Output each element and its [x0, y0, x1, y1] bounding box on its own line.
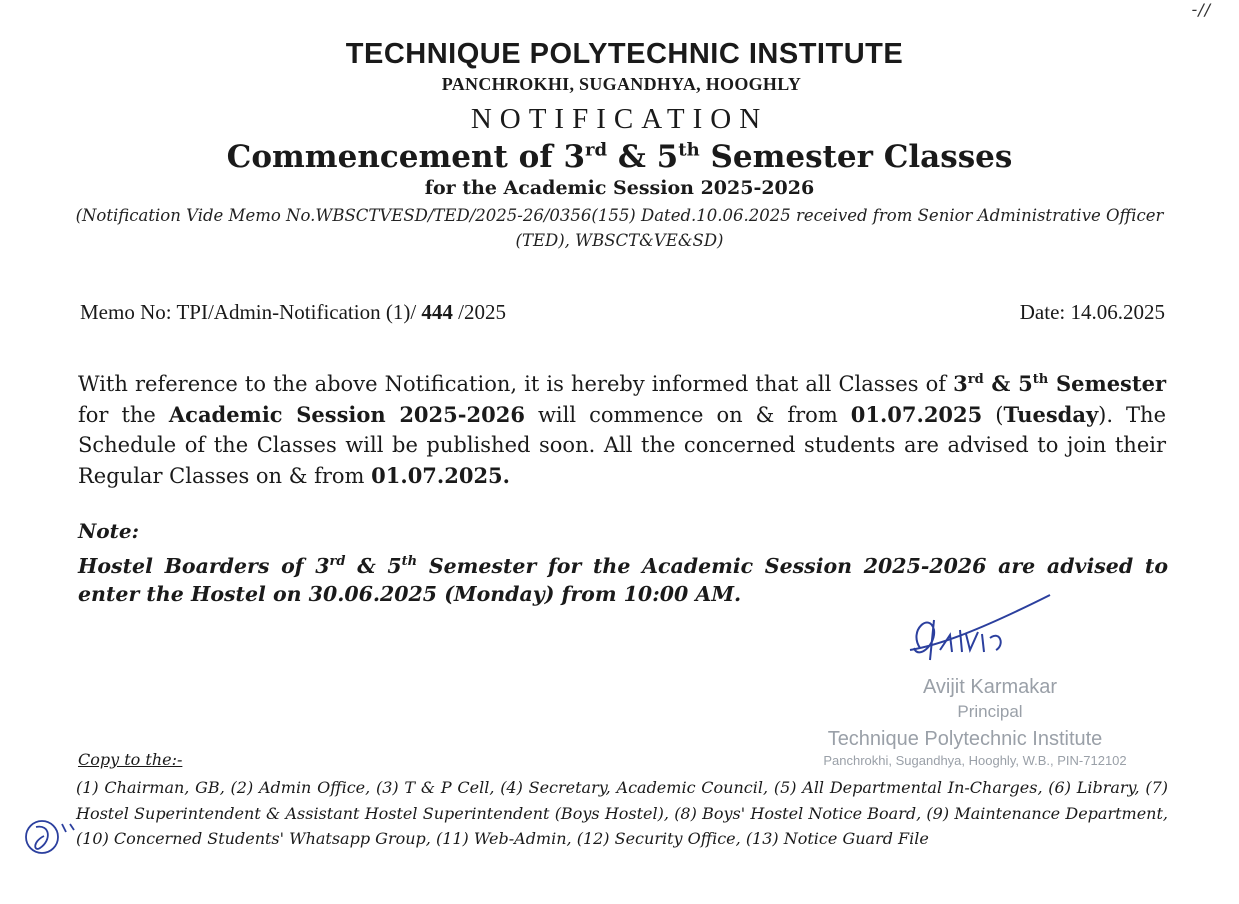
stamp-name: Avijit Karmakar	[922, 676, 1058, 698]
corner-mark: -//	[1191, 0, 1211, 19]
stamp-role: Principal	[957, 702, 1023, 721]
stamp-address: Panchrokhi, Sugandhya, Hooghly, W.B., PIN-712102	[823, 753, 1127, 768]
notification-heading: NOTIFICATION	[470, 103, 769, 135]
reference-note: (Notification Vide Memo No.WBSCTVESD/TED/2025-26/0356(155) Dated.10.06.2025 received from Senior Administrative Officer (TED), WBSCT&VE&SD)	[75, 206, 1164, 250]
memo-date: Date: 14.06.2025	[1019, 300, 1165, 324]
memo-number: Memo No: TPI/Admin-Notification (1)/ 444 /2025	[80, 300, 506, 324]
notice-title: Commencement of 3rd & 5th Semester Classes	[226, 139, 1013, 175]
copy-to-label: Copy to the:-	[78, 750, 183, 769]
initials-mark	[22, 812, 82, 862]
body-paragraph: With reference to the above Notification, it is hereby informed that all Classes of 3rd & 5th Semester for the Academic Session 2025-2026 will commence on & from 01.07.2025 (Tuesday). The Schedule of the Classes will be published soon. All the concerned students are advised to join their Regular Classes on & from 01.07.2025.	[78, 371, 1167, 488]
institute-address: PANCHROKHI, SUGANDHYA, HOOGHLY	[441, 74, 802, 94]
copy-to-list: (1) Chairman, GB, (2) Admin Office, (3) T & P Cell, (4) Secretary, Academic Council, (5) All Departmental In-Charges, (6) Library, (7) Hostel Superintendent & Assistant Hostel Superintendent (Boys Hostel), (8) Boys' Hostel Notice Board, (9) Maintenance Department, (10) Concerned Students' Whatsapp Group, (11) Web-Admin, (12) Security Office, (13) Notice Guard File	[76, 778, 1168, 848]
stamp-institute: Technique Polytechnic Institute	[827, 728, 1103, 750]
letterhead	[0, 38, 1239, 253]
principal-stamp	[780, 676, 1150, 768]
notice-subtitle: for the Academic Session 2025-2026	[424, 177, 815, 199]
memo-row	[80, 300, 1165, 325]
note-text: Hostel Boarders of 3rd & 5th Semester for the Academic Session 2025-2026 are advised to enter the Hostel on 30.06.2025 (Monday) from 10:00 AM.	[78, 553, 1168, 606]
note-label: Note:	[78, 519, 139, 543]
institute-name: TECHNIQUE POLYTECHNIC INSTITUTE	[345, 38, 904, 70]
principal-signature	[900, 590, 1070, 680]
